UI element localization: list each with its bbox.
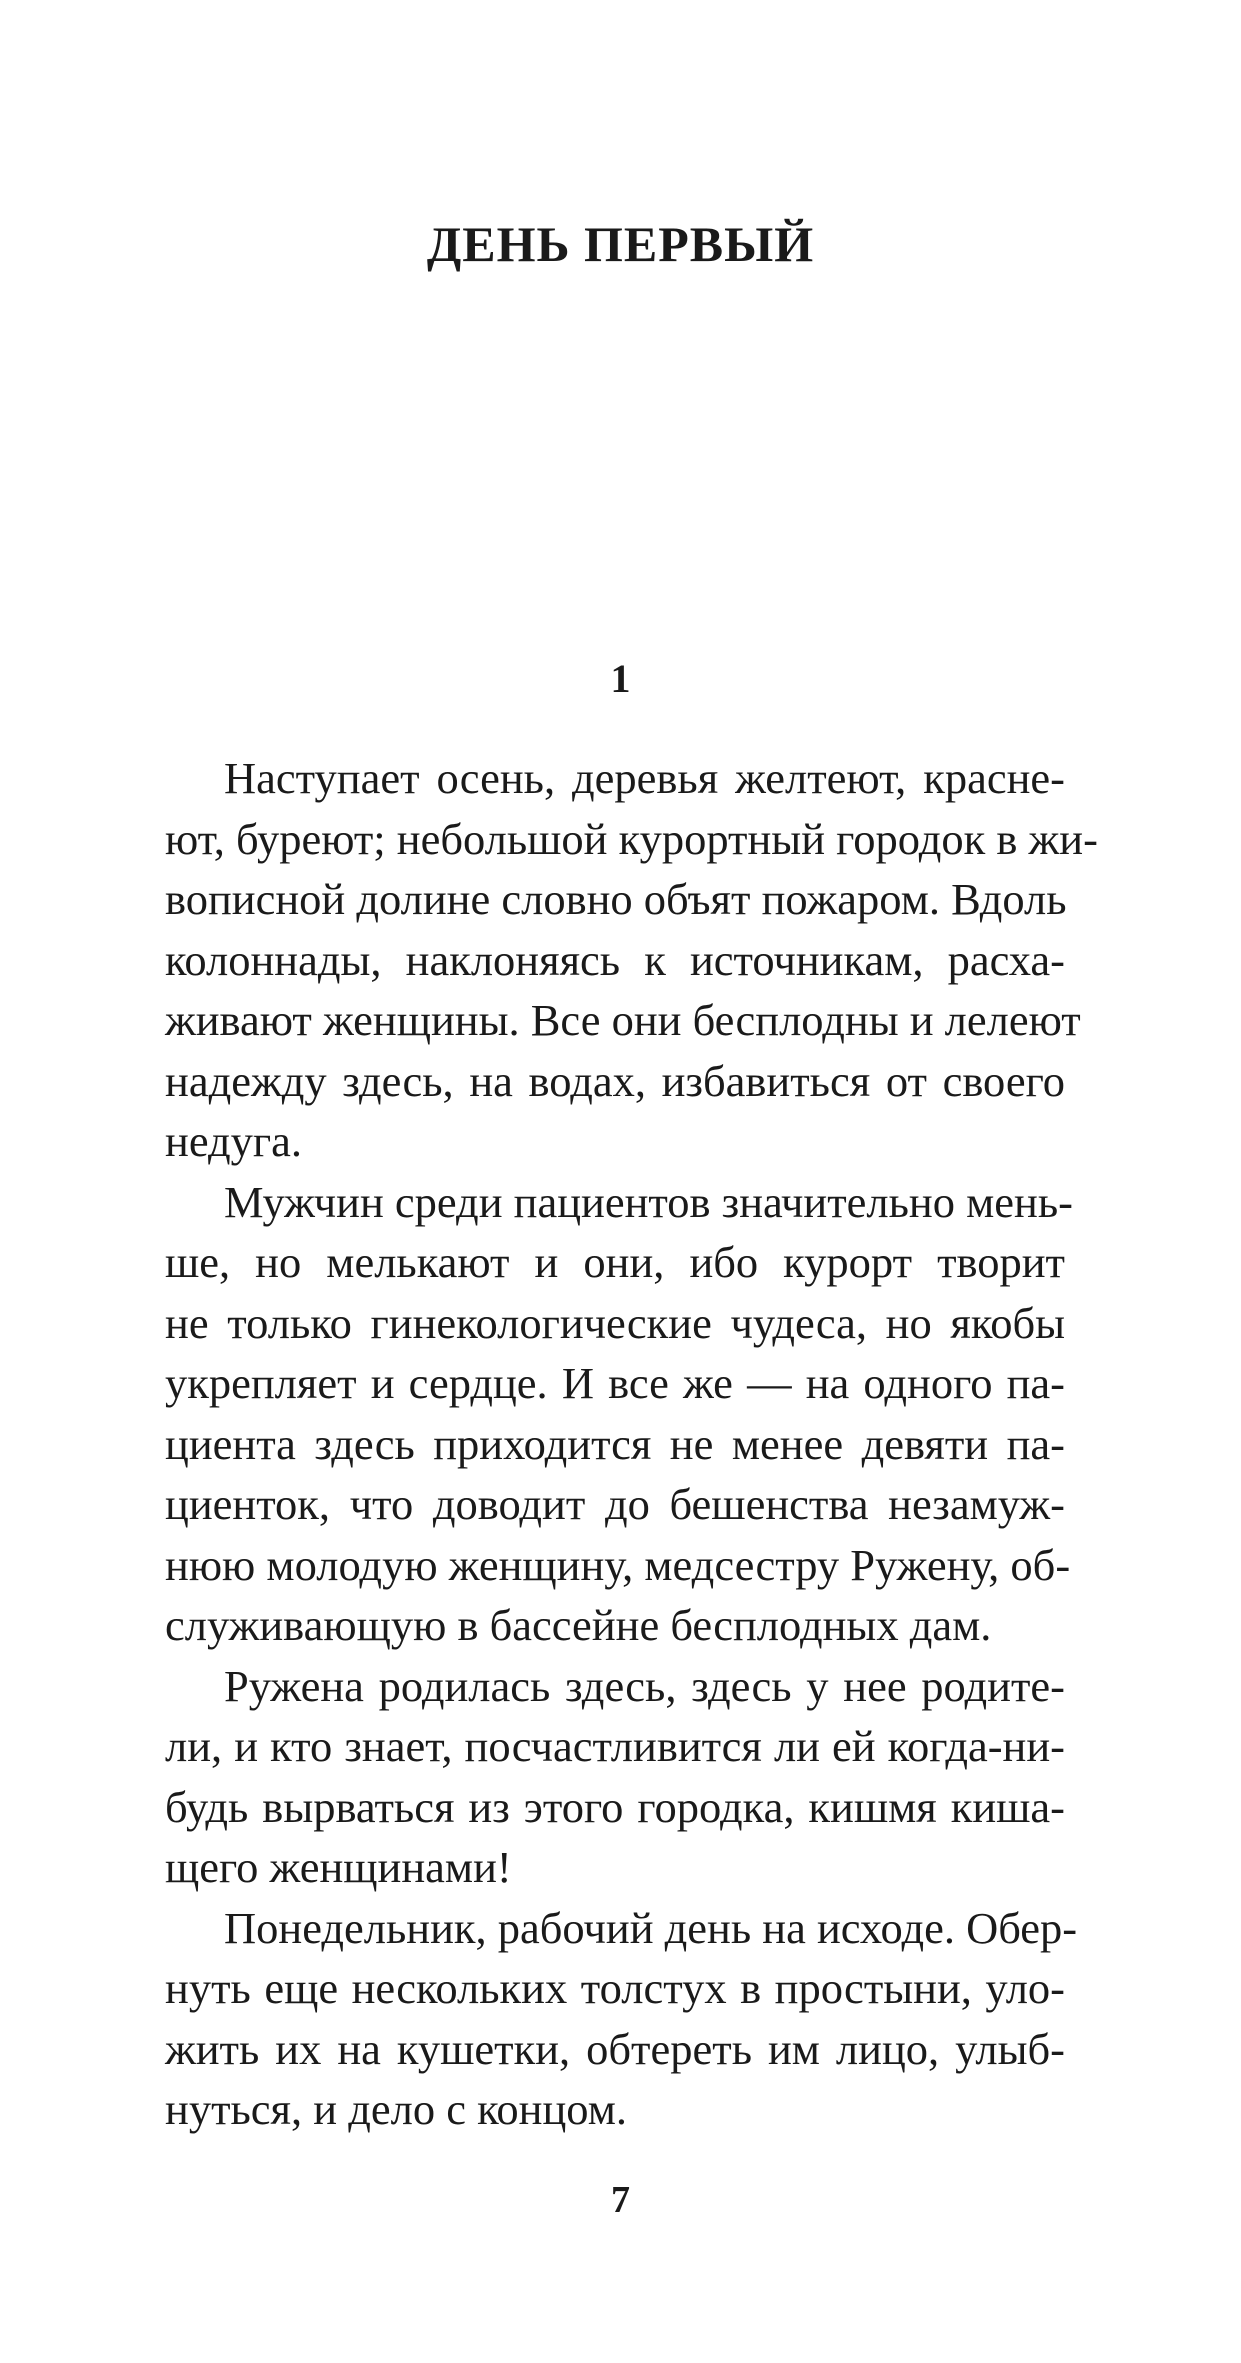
page-number: 7 bbox=[611, 2179, 630, 2221]
text-line: щего женщинами! bbox=[165, 1842, 512, 1892]
text-line: колоннады, наклоняясь к источникам, расха- bbox=[165, 934, 1065, 985]
text-line: Понедельник, рабочий день на исходе. Обер- bbox=[224, 1902, 1078, 1953]
part-title: ДЕНЬ ПЕРВЫЙ bbox=[426, 216, 815, 272]
text-line: ли, и кто знает, посчастливится ли ей когда-ни- bbox=[165, 1721, 1065, 1771]
text-line: недуга. bbox=[165, 1116, 302, 1166]
text-line: Мужчин среди пациентов значительно мень- bbox=[224, 1176, 1073, 1227]
text-line: нуть еще нескольких толстух в простыни, уло- bbox=[165, 1963, 1065, 2013]
body-text bbox=[165, 748, 1098, 2140]
text-line: ше, но мелькают и они, ибо курорт творит bbox=[165, 1237, 1065, 1287]
text-line: Ружена родилась здесь, здесь у нее родите- bbox=[224, 1660, 1065, 1711]
text-line: нуться, и дело с концом. bbox=[165, 2084, 627, 2134]
text-line: ют, буреют; небольшой курортный городок в жи- bbox=[165, 813, 1098, 864]
text-line: живают женщины. Все они бесплодны и лелеют bbox=[165, 995, 1081, 1045]
chapter-number: 1 bbox=[610, 656, 631, 701]
text-line: вописной долине словно объят пожаром. Вдоль bbox=[165, 874, 1067, 924]
text-line: нюю молодую женщину, медсестру Ружену, об- bbox=[165, 1539, 1071, 1590]
text-line: надежду здесь, на водах, избавиться от своего bbox=[165, 1055, 1065, 1106]
text-line: жить их на кушетки, обтереть им лицо, улыб- bbox=[165, 2023, 1065, 2074]
text-line: не только гинекологические чудеса, но якобы bbox=[165, 1297, 1065, 1348]
text-line: будь вырваться из этого городка, кишмя киша- bbox=[165, 1781, 1065, 1832]
text-line: циента здесь приходится не менее девяти па- bbox=[165, 1418, 1065, 1469]
text-line: укрепляет и сердце. И все же — на одного па- bbox=[165, 1358, 1065, 1408]
text-line: циенток, что доводит до бешенства незамуж- bbox=[165, 1479, 1065, 1529]
text-line: Наступает осень, деревья желтеют, красне- bbox=[224, 753, 1065, 803]
text-line: служивающую в бассейне бесплодных дам. bbox=[165, 1600, 992, 1650]
